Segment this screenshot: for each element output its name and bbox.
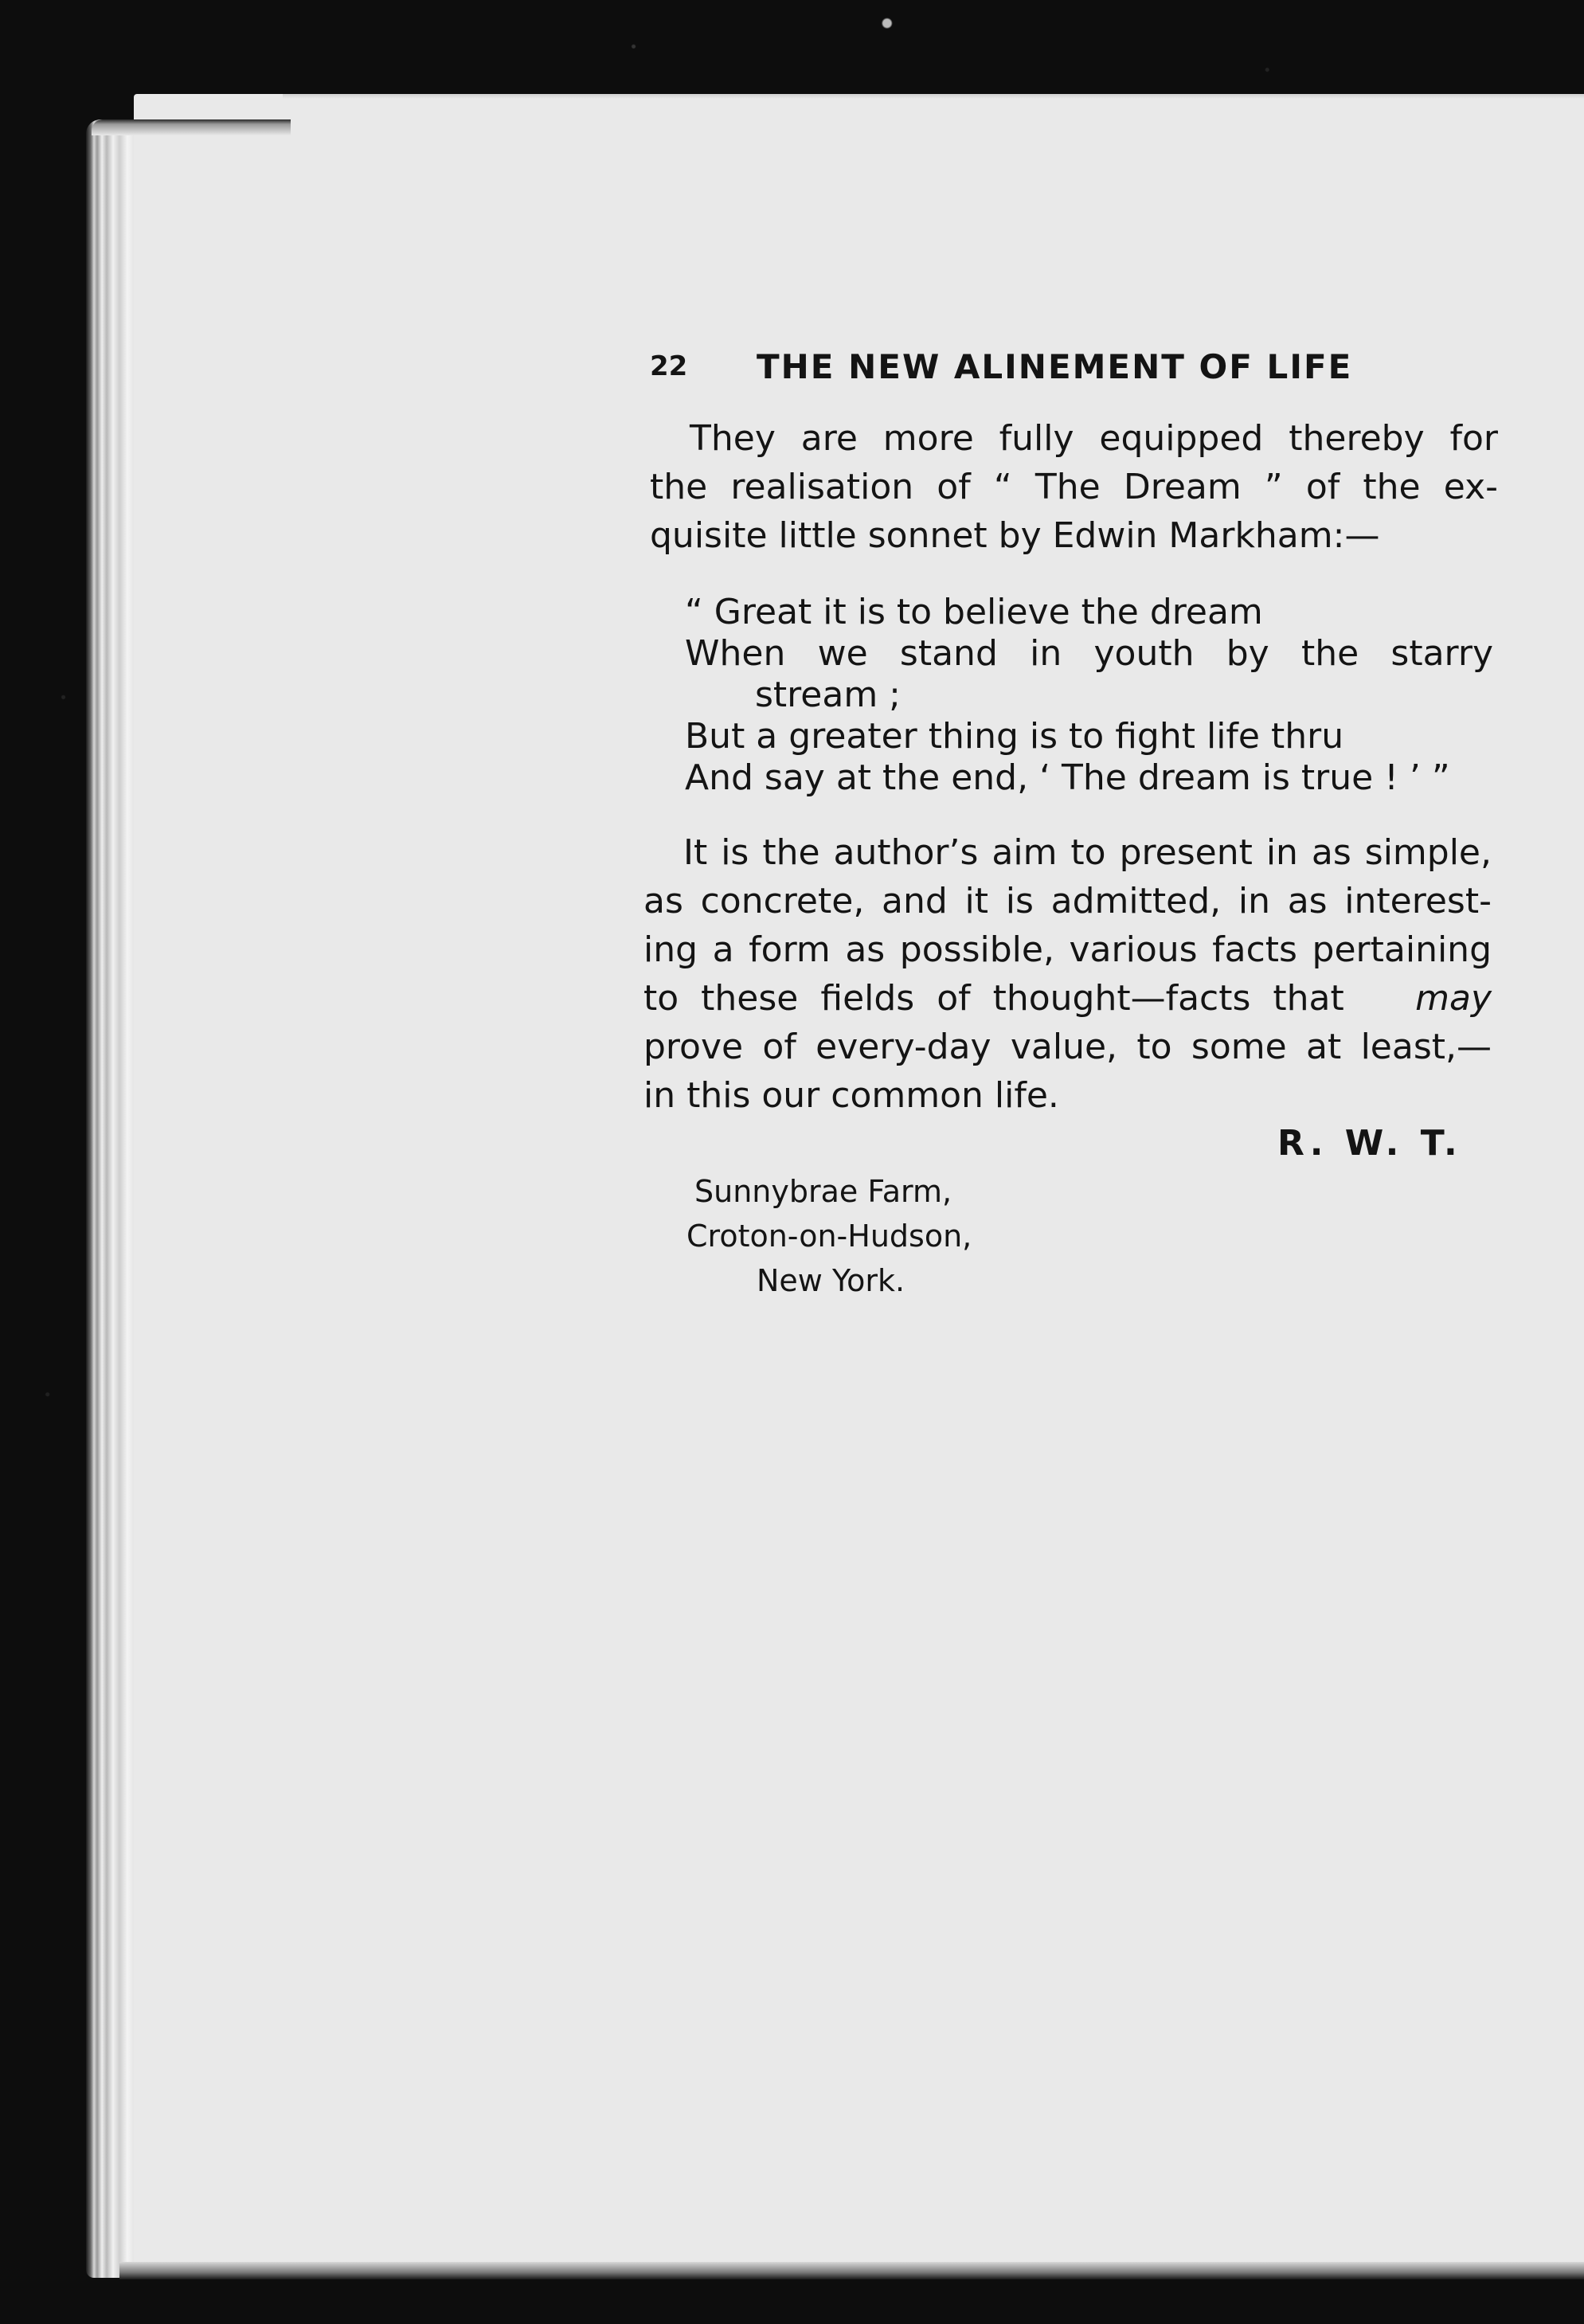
body-line: as concrete, and it is admitted, in as interest- <box>643 881 1492 921</box>
poem-line: When we stand in youth by the starry <box>685 633 1493 674</box>
body-line: in this our common life. <box>643 1075 1059 1116</box>
page-stack-top-edge <box>92 119 291 135</box>
page-bottom-edge <box>119 2262 1584 2279</box>
body-line: to these fields of thought—facts that <box>643 978 1344 1019</box>
poem-line: And say at the end, ‘ The dream is true ! ’ ” <box>685 757 1450 798</box>
body-line: prove of every-day value, to some at least,— <box>643 1027 1492 1067</box>
address-line: Croton-on-Hudson, <box>686 1219 972 1254</box>
address-line: New York. <box>757 1263 905 1298</box>
body-line-with-italic <box>643 974 1492 1023</box>
intro-line: They are more fully equipped thereby for <box>690 418 1498 459</box>
italic-word: may <box>1415 978 1492 1019</box>
page-number: 22 <box>650 350 688 382</box>
poem-line: But a greater thing is to fight life thru <box>685 716 1344 757</box>
body-paragraph <box>643 828 1492 1120</box>
address-line: Sunnybrae Farm, <box>694 1174 952 1209</box>
intro-paragraph <box>650 414 1498 560</box>
address-block <box>686 1169 972 1303</box>
poem-quotation <box>685 588 1529 798</box>
author-initials: R. W. T. <box>1277 1123 1462 1164</box>
body-line: It is the author’s aim to present in as simple, <box>683 832 1492 873</box>
poem-line: “ Great it is to believe the dream <box>685 592 1263 632</box>
running-title: THE NEW ALINEMENT OF LIFE <box>757 347 1353 386</box>
poem-line: stream ; <box>755 675 902 715</box>
body-line: ing a form as possible, various facts pertaining <box>643 929 1492 970</box>
intro-line: quisite little sonnet by Edwin Markham:— <box>650 515 1380 556</box>
page-top-shadow <box>283 94 1584 99</box>
intro-line: the realisation of “ The Dream ” of the ex- <box>650 467 1498 507</box>
